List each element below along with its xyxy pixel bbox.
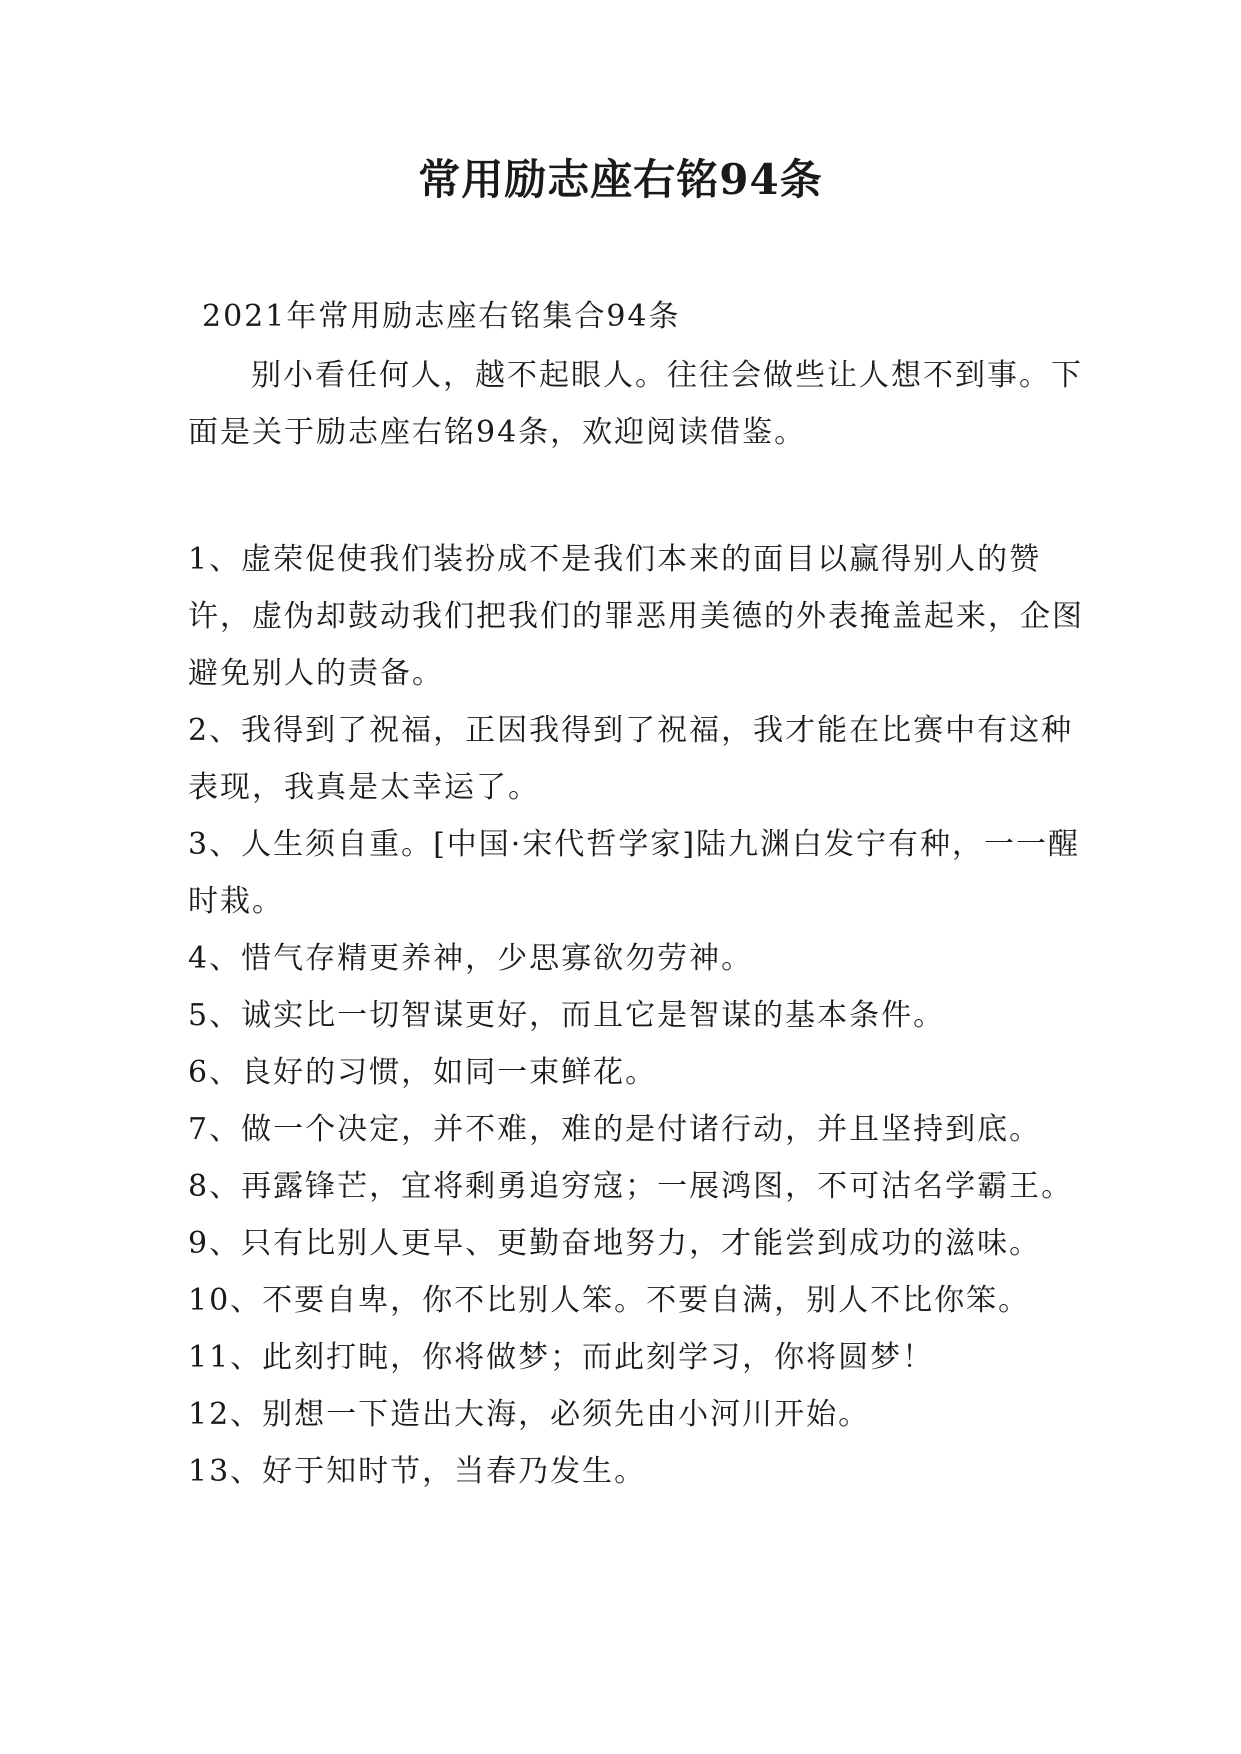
paragraph-spacer (188, 461, 1088, 531)
document-title: 常用励志座右铭94条 (418, 155, 823, 204)
motto-item: 1、虚荣促使我们装扮成不是我们本来的面目以赢得别人的赞许，虚伪却鼓动我们把我们的罪恶用美德的外表掩盖起来，企图避免别人的责备。 (188, 542, 1084, 691)
motto-item: 4、惜气存精更养神，少思寡欲勿劳神。 (188, 941, 754, 976)
motto-item: 3、人生须自重。[中国·宋代哲学家]陆九渊白发宁有种，一一醒时栽。 (188, 827, 1081, 919)
motto-list (188, 531, 1088, 1500)
motto-item: 9、只有比别人更早、更勤奋地努力，才能尝到成功的滋味。 (188, 1226, 1042, 1261)
intro-paragraph: 别小看任何人，越不起眼人。往往会做些让人想不到事。下面是关于励志座右铭94条，欢迎阅读借鉴。 (188, 358, 1083, 450)
motto-item: 8、再露锋芒，宜将剩勇追穷寇；一展鸿图，不可沽名学霸王。 (188, 1169, 1074, 1204)
motto-item: 6、良好的习惯，如同一束鲜花。 (188, 1055, 658, 1090)
motto-item: 10、不要自卑，你不比别人笨。不要自满，别人不比你笨。 (188, 1283, 1031, 1318)
motto-item: 7、做一个决定，并不难，难的是付诸行动，并且坚持到底。 (188, 1112, 1042, 1147)
document-body (188, 287, 1088, 1500)
document-subtitle: 2021年常用励志座右铭集合94条 (202, 299, 681, 334)
motto-item: 5、诚实比一切智谋更好，而且它是智谋的基本条件。 (188, 998, 946, 1033)
motto-item: 11、此刻打盹，你将做梦；而此刻学习，你将圆梦！ (188, 1340, 935, 1375)
motto-item: 12、别想一下造出大海，必须先由小河川开始。 (188, 1397, 871, 1432)
motto-item: 2、我得到了祝福，正因我得到了祝福，我才能在比赛中有这种表现，我真是太幸运了。 (188, 713, 1074, 805)
motto-item: 13、好于知时节，当春乃发生。 (188, 1454, 647, 1489)
